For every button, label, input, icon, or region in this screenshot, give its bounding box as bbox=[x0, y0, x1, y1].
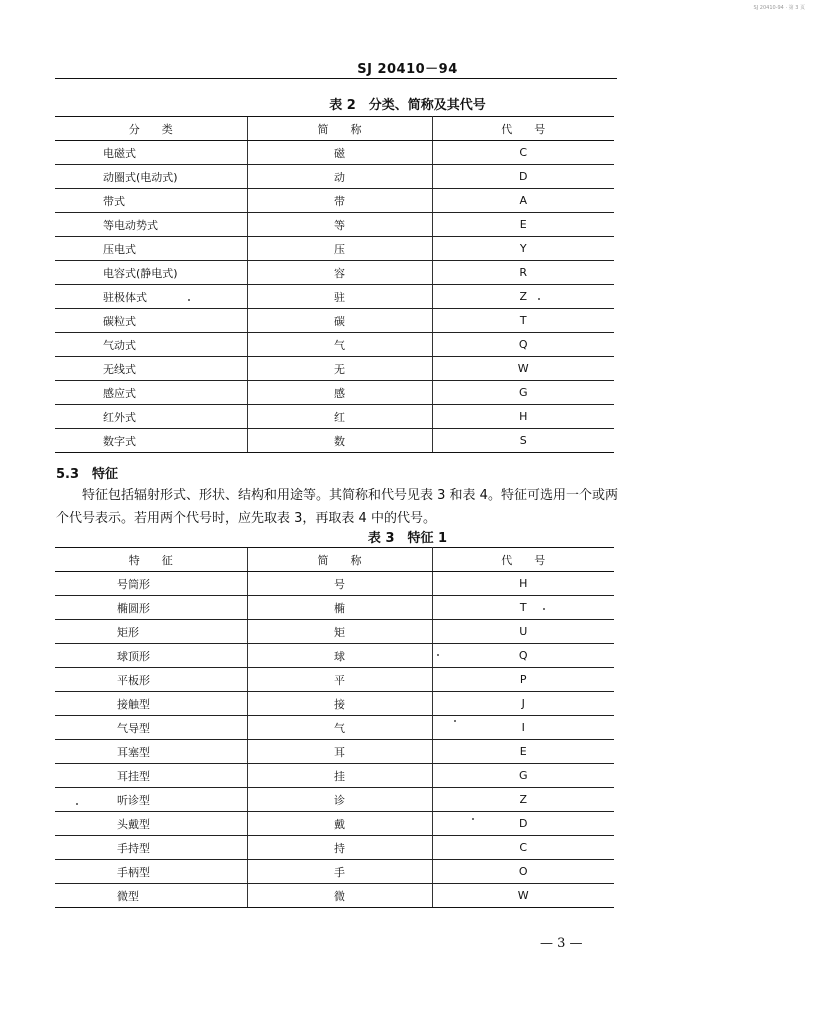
code-cell: W bbox=[432, 357, 614, 381]
code-cell: O bbox=[432, 860, 614, 884]
document-number: SJ 20410－94 bbox=[357, 62, 458, 77]
code-cell: P bbox=[432, 668, 614, 692]
category-cell: 气导型 bbox=[55, 716, 247, 740]
table-row bbox=[55, 357, 614, 381]
category-cell: 红外式 bbox=[55, 405, 247, 429]
code-cell: R bbox=[432, 261, 614, 285]
category-cell: 无线式 bbox=[55, 357, 247, 381]
table-row bbox=[55, 261, 614, 285]
code-cell: J bbox=[432, 692, 614, 716]
category-cell: 头戴型 bbox=[55, 812, 247, 836]
abbreviation-cell: 耳 bbox=[247, 740, 432, 764]
abbreviation-cell: 微 bbox=[247, 884, 432, 908]
scan-speck bbox=[437, 654, 439, 656]
header-rule bbox=[55, 78, 617, 79]
code-cell: S bbox=[432, 429, 614, 453]
table-row bbox=[55, 764, 614, 788]
category-cell: 手持型 bbox=[55, 836, 247, 860]
category-cell: 电磁式 bbox=[55, 141, 247, 165]
table-header-row bbox=[55, 548, 614, 572]
scan-speck bbox=[472, 818, 474, 820]
abbreviation-cell: 气 bbox=[247, 333, 432, 357]
code-cell: Q bbox=[432, 644, 614, 668]
code-cell: D bbox=[432, 165, 614, 189]
table-row bbox=[55, 860, 614, 884]
category-cell: 动圈式(电动式) bbox=[55, 165, 247, 189]
column-header: 分 类 bbox=[55, 117, 247, 141]
section-heading bbox=[56, 463, 118, 482]
page-number: — 3 — bbox=[540, 936, 583, 951]
code-cell: E bbox=[432, 740, 614, 764]
code-cell: A bbox=[432, 189, 614, 213]
abbreviation-cell: 接 bbox=[247, 692, 432, 716]
abbreviation-cell: 容 bbox=[247, 261, 432, 285]
category-cell: 椭圆形 bbox=[55, 596, 247, 620]
classification-table bbox=[55, 116, 614, 453]
abbreviation-cell: 诊 bbox=[247, 788, 432, 812]
column-header: 代 号 bbox=[432, 548, 614, 572]
abbreviation-cell: 椭 bbox=[247, 596, 432, 620]
scan-speck bbox=[543, 608, 545, 610]
abbreviation-cell: 碳 bbox=[247, 309, 432, 333]
abbreviation-cell: 数 bbox=[247, 429, 432, 453]
abbreviation-cell: 感 bbox=[247, 381, 432, 405]
table-row bbox=[55, 165, 614, 189]
table-row bbox=[55, 189, 614, 213]
abbreviation-cell: 动 bbox=[247, 165, 432, 189]
corner-note: SJ 20410-94 · 第 3 页 bbox=[753, 5, 805, 11]
table-row bbox=[55, 620, 614, 644]
code-cell: U bbox=[432, 620, 614, 644]
table-row bbox=[55, 812, 614, 836]
code-cell: I bbox=[432, 716, 614, 740]
category-cell: 平板形 bbox=[55, 668, 247, 692]
table-header-row bbox=[55, 117, 614, 141]
category-cell: 带式 bbox=[55, 189, 247, 213]
feature-table bbox=[55, 547, 614, 908]
table-row bbox=[55, 141, 614, 165]
section-title: 特征 bbox=[92, 467, 119, 482]
abbreviation-cell: 号 bbox=[247, 572, 432, 596]
abbreviation-cell: 驻 bbox=[247, 285, 432, 309]
abbreviation-cell: 持 bbox=[247, 836, 432, 860]
table-row bbox=[55, 884, 614, 908]
column-header: 特 征 bbox=[55, 548, 247, 572]
code-cell: Y bbox=[432, 237, 614, 261]
category-cell: 电容式(静电式) bbox=[55, 261, 247, 285]
table-row bbox=[55, 716, 614, 740]
abbreviation-cell: 挂 bbox=[247, 764, 432, 788]
category-cell: 压电式 bbox=[55, 237, 247, 261]
table-row bbox=[55, 572, 614, 596]
section-paragraph: 特征包括辐射形式、形状、结构和用途等。其简称和代号见表 3 和表 4。特征可选用一个或两个代号表示。若用两个代号时，应先取表 3，再取表 4 中的代号。 bbox=[56, 488, 618, 526]
column-header: 代 号 bbox=[432, 117, 614, 141]
category-cell: 驻极体式 bbox=[55, 285, 247, 309]
scan-speck bbox=[454, 720, 456, 722]
abbreviation-cell: 磁 bbox=[247, 141, 432, 165]
code-cell: C bbox=[432, 141, 614, 165]
code-cell: H bbox=[432, 405, 614, 429]
code-cell: G bbox=[432, 381, 614, 405]
category-cell: 微型 bbox=[55, 884, 247, 908]
code-cell: H bbox=[432, 572, 614, 596]
table-row bbox=[55, 596, 614, 620]
table-row bbox=[55, 740, 614, 764]
abbreviation-cell: 压 bbox=[247, 237, 432, 261]
category-cell: 碳粒式 bbox=[55, 309, 247, 333]
table-row bbox=[55, 788, 614, 812]
table2-caption: 表 2 分类、简称及其代号 bbox=[329, 98, 486, 113]
table-row bbox=[55, 213, 614, 237]
category-cell: 手柄型 bbox=[55, 860, 247, 884]
table-row bbox=[55, 644, 614, 668]
category-cell: 耳塞型 bbox=[55, 740, 247, 764]
code-cell: T bbox=[432, 309, 614, 333]
category-cell: 号筒形 bbox=[55, 572, 247, 596]
category-cell: 感应式 bbox=[55, 381, 247, 405]
code-cell: D bbox=[432, 812, 614, 836]
column-header: 简 称 bbox=[247, 548, 432, 572]
code-cell: Q bbox=[432, 333, 614, 357]
category-cell: 矩形 bbox=[55, 620, 247, 644]
abbreviation-cell: 气 bbox=[247, 716, 432, 740]
abbreviation-cell: 红 bbox=[247, 405, 432, 429]
code-cell: E bbox=[432, 213, 614, 237]
category-cell: 数字式 bbox=[55, 429, 247, 453]
abbreviation-cell: 球 bbox=[247, 644, 432, 668]
category-cell: 等电动势式 bbox=[55, 213, 247, 237]
code-cell: Z bbox=[432, 285, 614, 309]
category-cell: 接触型 bbox=[55, 692, 247, 716]
scan-speck bbox=[538, 298, 540, 300]
abbreviation-cell: 手 bbox=[247, 860, 432, 884]
code-cell: C bbox=[432, 836, 614, 860]
abbreviation-cell: 带 bbox=[247, 189, 432, 213]
table-row bbox=[55, 429, 614, 453]
section-number: 5.3 bbox=[56, 467, 80, 482]
code-cell: Z bbox=[432, 788, 614, 812]
scan-speck bbox=[76, 803, 78, 805]
table-row bbox=[55, 836, 614, 860]
table-row bbox=[55, 285, 614, 309]
abbreviation-cell: 矩 bbox=[247, 620, 432, 644]
table-row bbox=[55, 692, 614, 716]
abbreviation-cell: 等 bbox=[247, 213, 432, 237]
category-cell: 听诊型 bbox=[55, 788, 247, 812]
table-row bbox=[55, 237, 614, 261]
table-row bbox=[55, 333, 614, 357]
abbreviation-cell: 平 bbox=[247, 668, 432, 692]
table3-caption: 表 3 特征 1 bbox=[367, 531, 448, 546]
abbreviation-cell: 戴 bbox=[247, 812, 432, 836]
column-header: 简 称 bbox=[247, 117, 432, 141]
code-cell: G bbox=[432, 764, 614, 788]
code-cell: T bbox=[432, 596, 614, 620]
table-row bbox=[55, 668, 614, 692]
code-cell: W bbox=[432, 884, 614, 908]
category-cell: 耳挂型 bbox=[55, 764, 247, 788]
table-row bbox=[55, 381, 614, 405]
category-cell: 气动式 bbox=[55, 333, 247, 357]
table-row bbox=[55, 405, 614, 429]
scan-speck bbox=[188, 299, 190, 301]
category-cell: 球顶形 bbox=[55, 644, 247, 668]
table-row bbox=[55, 309, 614, 333]
abbreviation-cell: 无 bbox=[247, 357, 432, 381]
